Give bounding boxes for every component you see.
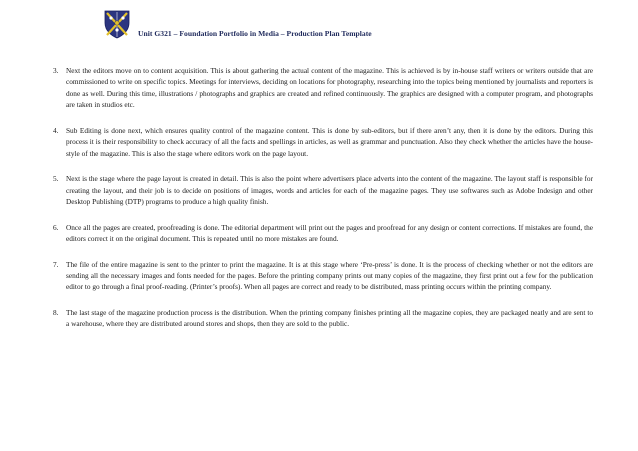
step-item bbox=[53, 125, 593, 159]
step-number: 7. bbox=[53, 259, 59, 269]
step-number: 4. bbox=[53, 125, 59, 135]
step-text: Sub Editing is done next, which ensures quality control of the magazine content. This is done by sub-editors, but if there aren’t any, then it is done by the editors. During this process it is their responsibility to check accuracy of all the facts and spellings in articles, as well as grammar and punctuation. Also they check whether the articles have the house-style of the magazine. This is also the stage where editors work on the page layout. bbox=[66, 125, 593, 158]
step-text: The last stage of the magazine production process is the distribution. When the printing company finishes printing all the magazine copies, they are packaged neatly and are sent to a warehouse, where they are distributed around stores and shops, then they are sold to the public. bbox=[66, 308, 593, 329]
step-item bbox=[53, 173, 593, 207]
school-crest-shield-icon bbox=[103, 9, 131, 39]
step-item bbox=[53, 65, 593, 111]
step-text: Next the editors move on to content acquisition. This is about gathering the actual content of the magazine. This is achieved is by in-house staff writers or writers outside that are commissioned to write on specific topics. Meetings for interviews, deciding on locations for photography, researching into the topics being mentioned by journalists and reporters is done as well. During this time, illustrations / photographs and graphics are created and refined continuously. The graphics are designed with a computer program, and photographs are taken in studios etc. bbox=[66, 66, 593, 110]
page-title: Unit G321 – Foundation Portfolio in Media – Production Plan Template bbox=[138, 29, 372, 38]
step-item bbox=[53, 307, 593, 330]
step-number: 5. bbox=[53, 174, 59, 184]
step-number: 3. bbox=[53, 66, 59, 75]
step-number: 6. bbox=[53, 222, 59, 232]
step-text: Once all the pages are created, proofreading is done. The editorial department will print out the pages and proofread for any design or content corrections. If mistakes are found, the editors correct it on the original document. This is repeated until no more mistakes are found. bbox=[66, 222, 593, 244]
page-header bbox=[0, 0, 638, 48]
step-number: 8. bbox=[53, 308, 59, 318]
step-item bbox=[53, 222, 593, 245]
step-text: The file of the entire magazine is sent to the printer to print the magazine. It is at this stage where ‘Pre-press’ is done. It is the process of checking whether or not the editors are sending all the necessary images and fonts needed for the pages. Before the printing company prints out many copies of the magazine, they first print out a few for the publication editor to go through a final proof-reading. (Printer’s proofs). When all pages are correct and ready to be distributed, mass printing occurs within the printing company. bbox=[66, 259, 593, 292]
step-item bbox=[53, 259, 593, 293]
production-steps-list bbox=[53, 65, 593, 344]
step-text: Next is the stage where the page layout is created in detail. This is also the point where advertisers place adverts into the content of the magazine. The layout staff is responsible for creating the layout, and their job is to decide on positions of images, words and articles for each of the magazine pages. They use softwares such as Adobe Indesign and other Desktop Publishing (DTP) programs to produce a high quality finish. bbox=[66, 174, 593, 207]
